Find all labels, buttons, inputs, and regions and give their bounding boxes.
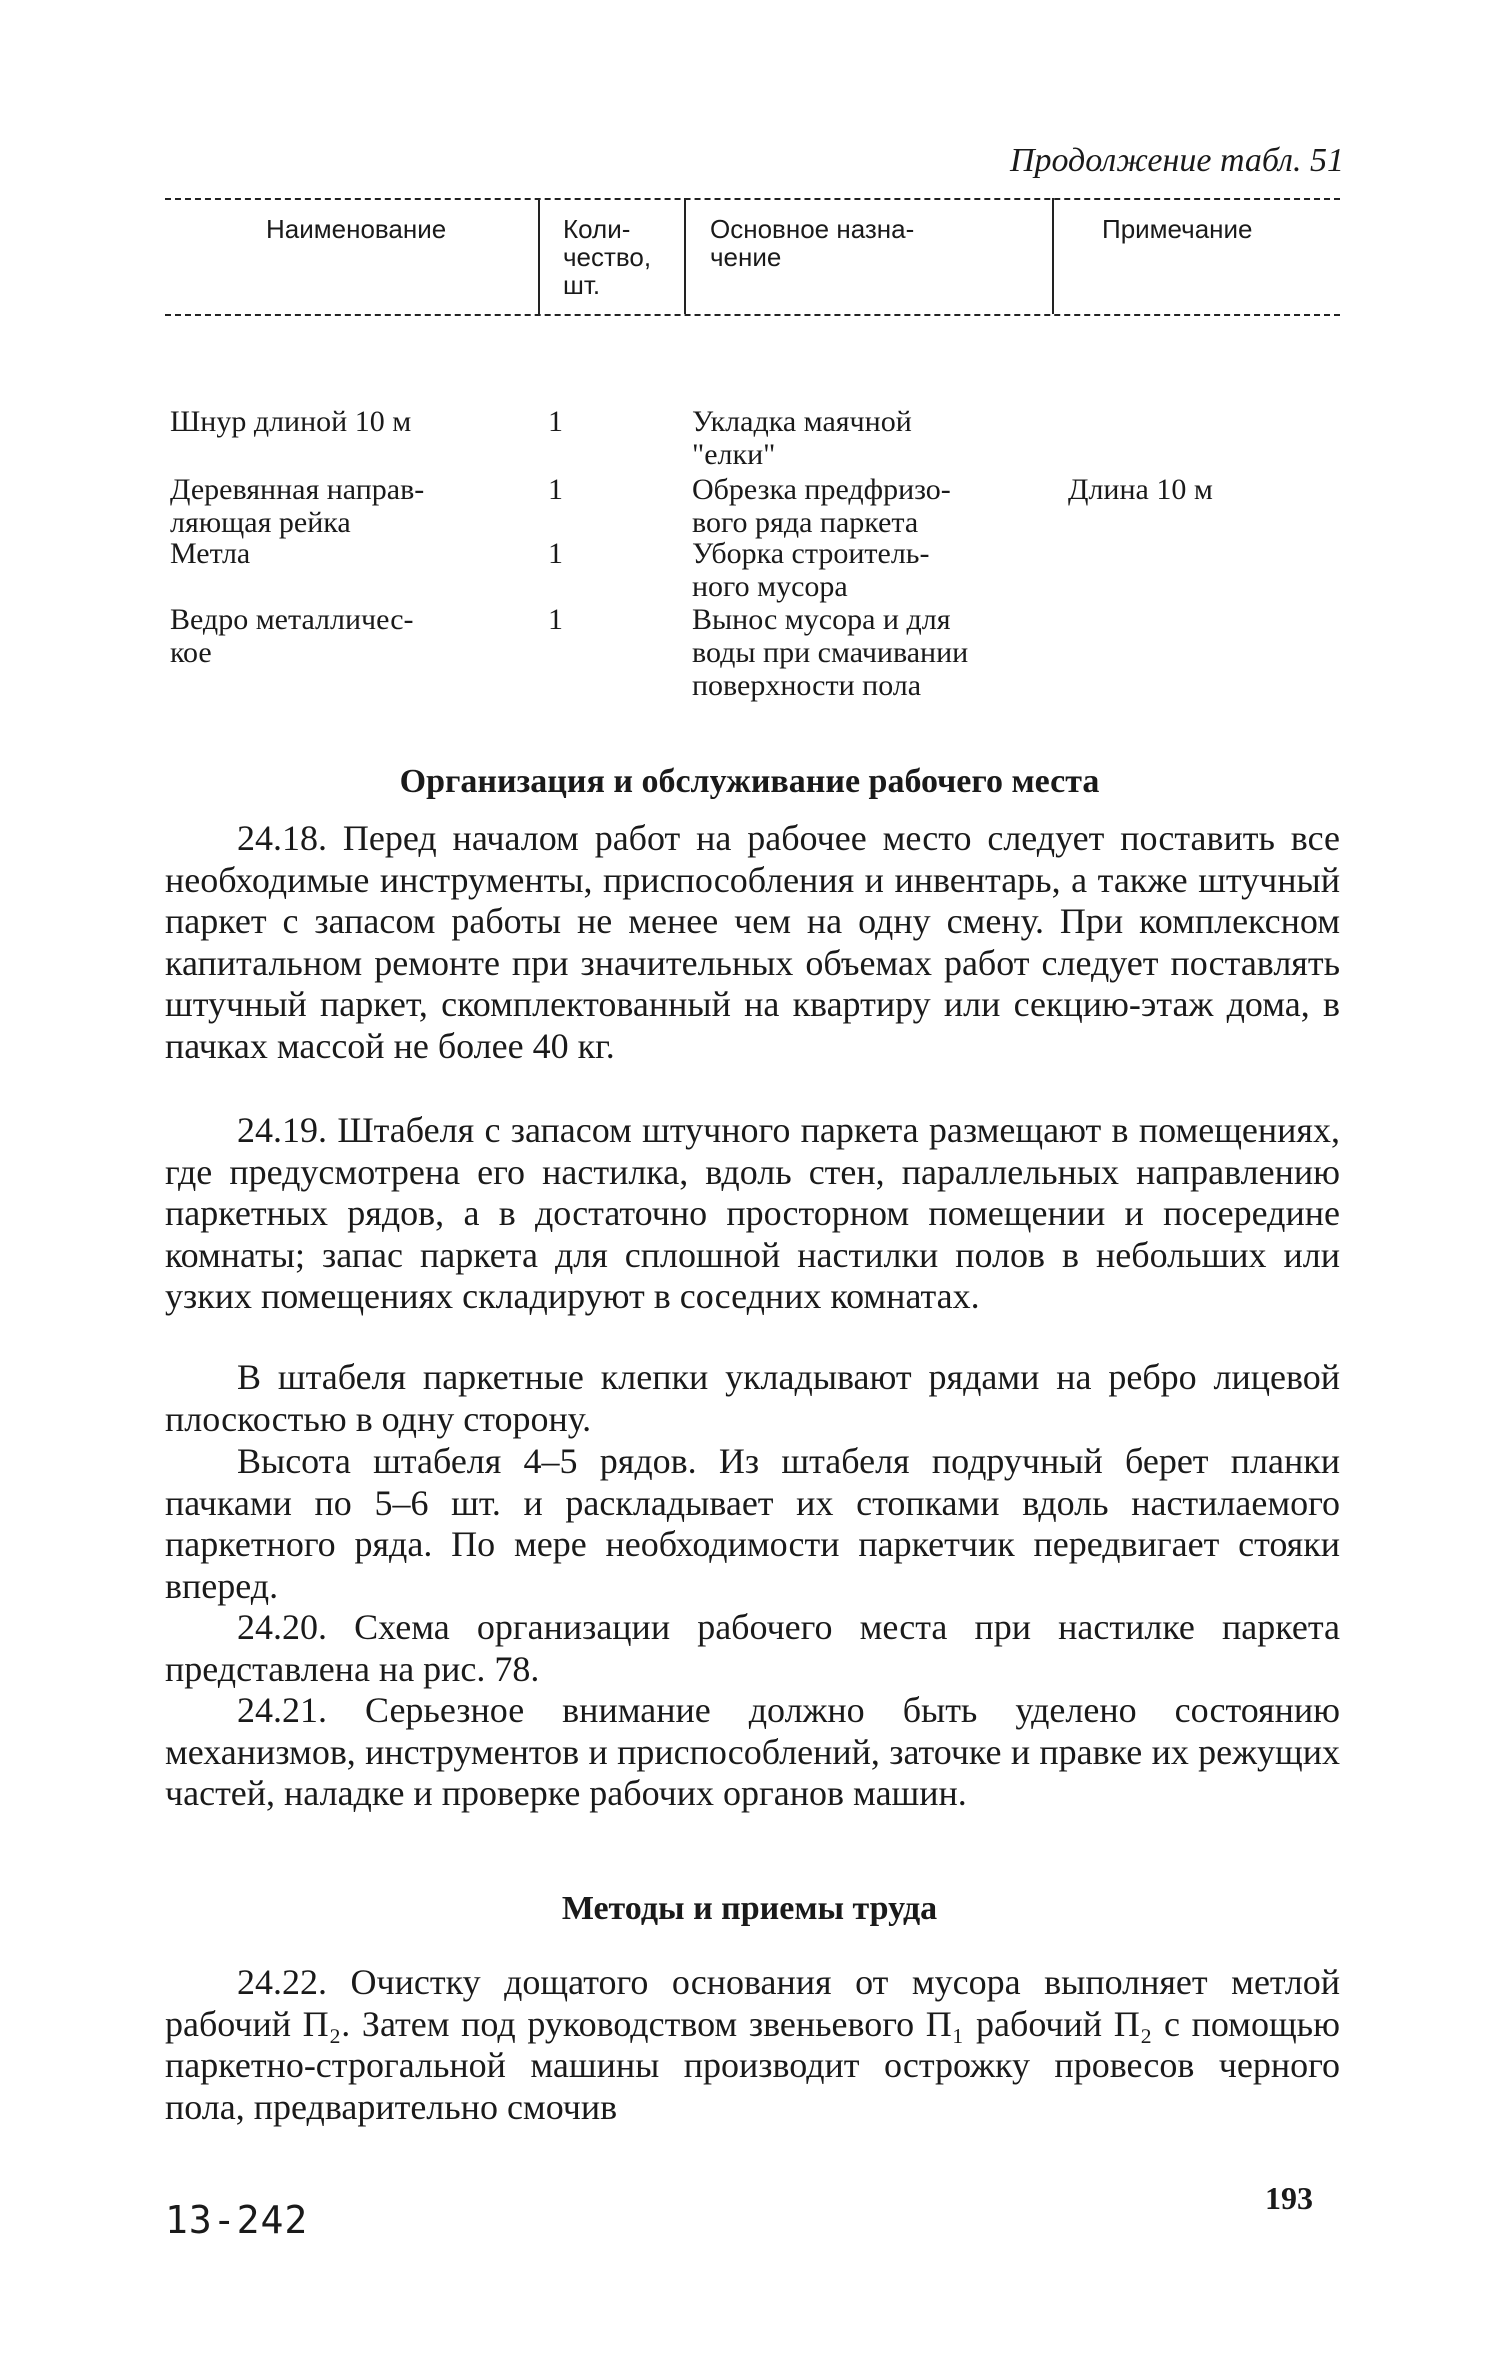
table-cell-name: Шнур длиной 10 м — [170, 405, 412, 438]
table-cell-qty: 1 — [548, 537, 563, 570]
table-cell-name: Ведро металличес- кое — [170, 603, 414, 669]
header-name: Наименование — [266, 214, 447, 244]
table-cell-name: Метла — [170, 537, 251, 570]
column-divider — [1052, 198, 1054, 314]
table-cell-name: Деревянная направ- ляющая рейка — [170, 473, 425, 539]
paragraph: 24.22. Очистку дощатого основания от мусора выполняет метлой рабочий П₂. Затем под руководством звеньевого П₁ рабочий П₂ с помощью паркетно-строгальной машины производит острожку провесов черного пола, предварительно смочив — [165, 1962, 1340, 2127]
table-cell-purpose: Вынос мусора и для воды при смачивании поверхности пола — [692, 603, 969, 702]
table-header-top-rule — [165, 198, 1340, 200]
table-cell-qty: 1 — [548, 603, 563, 636]
column-divider — [538, 198, 540, 314]
section-heading: Методы и приемы труда — [561, 1890, 938, 1927]
table-cell-qty: 1 — [548, 405, 563, 438]
paragraph: В штабеля паркетные клепки укладывают рядами на ребро лицевой плоскостью в одну сторону. — [165, 1357, 1340, 1439]
table-header-bottom-rule — [165, 314, 1340, 316]
table-cell-purpose: Обрезка предфризо- вого ряда паркета — [692, 473, 951, 539]
table-cell-purpose: Укладка маячной "елки" — [692, 405, 912, 471]
table-cell-qty: 1 — [548, 473, 563, 506]
paragraph: Высота штабеля 4–5 рядов. Из штабеля подручный берет планки пачками по 5–6 шт. и раскладывает их стопками вдоль настилаемого паркетного ряда. По мере необходимости паркетчик передвигает стояки вперед. — [165, 1441, 1340, 1606]
section-heading: Организация и обслуживание рабочего места — [399, 763, 1100, 800]
table-caption: Продолжение табл. 51 — [1009, 142, 1344, 179]
paragraph: 24.18. Перед началом работ на рабочее место следует поставить все необходимые инструменты, приспособления и инвентарь, а также штучный паркет с запасом работы не менее чем на одну смену. При комплексном капитальном ремонте при значительных объемах работ следует поставлять штучный паркет, скомплектованный на квартиру или секцию-этаж дома, в пачках массой не более 40 кг. — [165, 818, 1340, 1066]
paragraph: 24.20. Схема организации рабочего места при настилке паркета представлена на рис. 78. — [165, 1607, 1340, 1689]
table-cell-purpose: Уборка строитель- ного мусора — [692, 537, 930, 603]
page-number: 193 — [1265, 2180, 1313, 2216]
print-code: 13-242 — [165, 2198, 309, 2242]
header-quantity: Коли- чество, шт. — [563, 214, 652, 300]
paragraph: 24.19. Штабеля с запасом штучного паркета размещают в помещениях, где предусмотрена его настилка, вдоль стен, параллельных направлению паркетных рядов, а в достаточно просторном помещении и посередине комнаты; запас паркета для сплошной настилки полов в небольших или узких помещениях складируют в соседних комнатах. — [165, 1110, 1340, 1316]
header-purpose: Основное назна- чение — [710, 214, 915, 272]
table-cell-note: Длина 10 м — [1068, 473, 1213, 506]
paragraph: 24.21. Серьезное внимание должно быть уделено состоянию механизмов, инструментов и приспособлений, заточке и правке их режущих частей, наладке и проверке рабочих органов машин. — [165, 1690, 1340, 1813]
column-divider — [684, 198, 686, 314]
header-note: Примечание — [1102, 214, 1253, 244]
